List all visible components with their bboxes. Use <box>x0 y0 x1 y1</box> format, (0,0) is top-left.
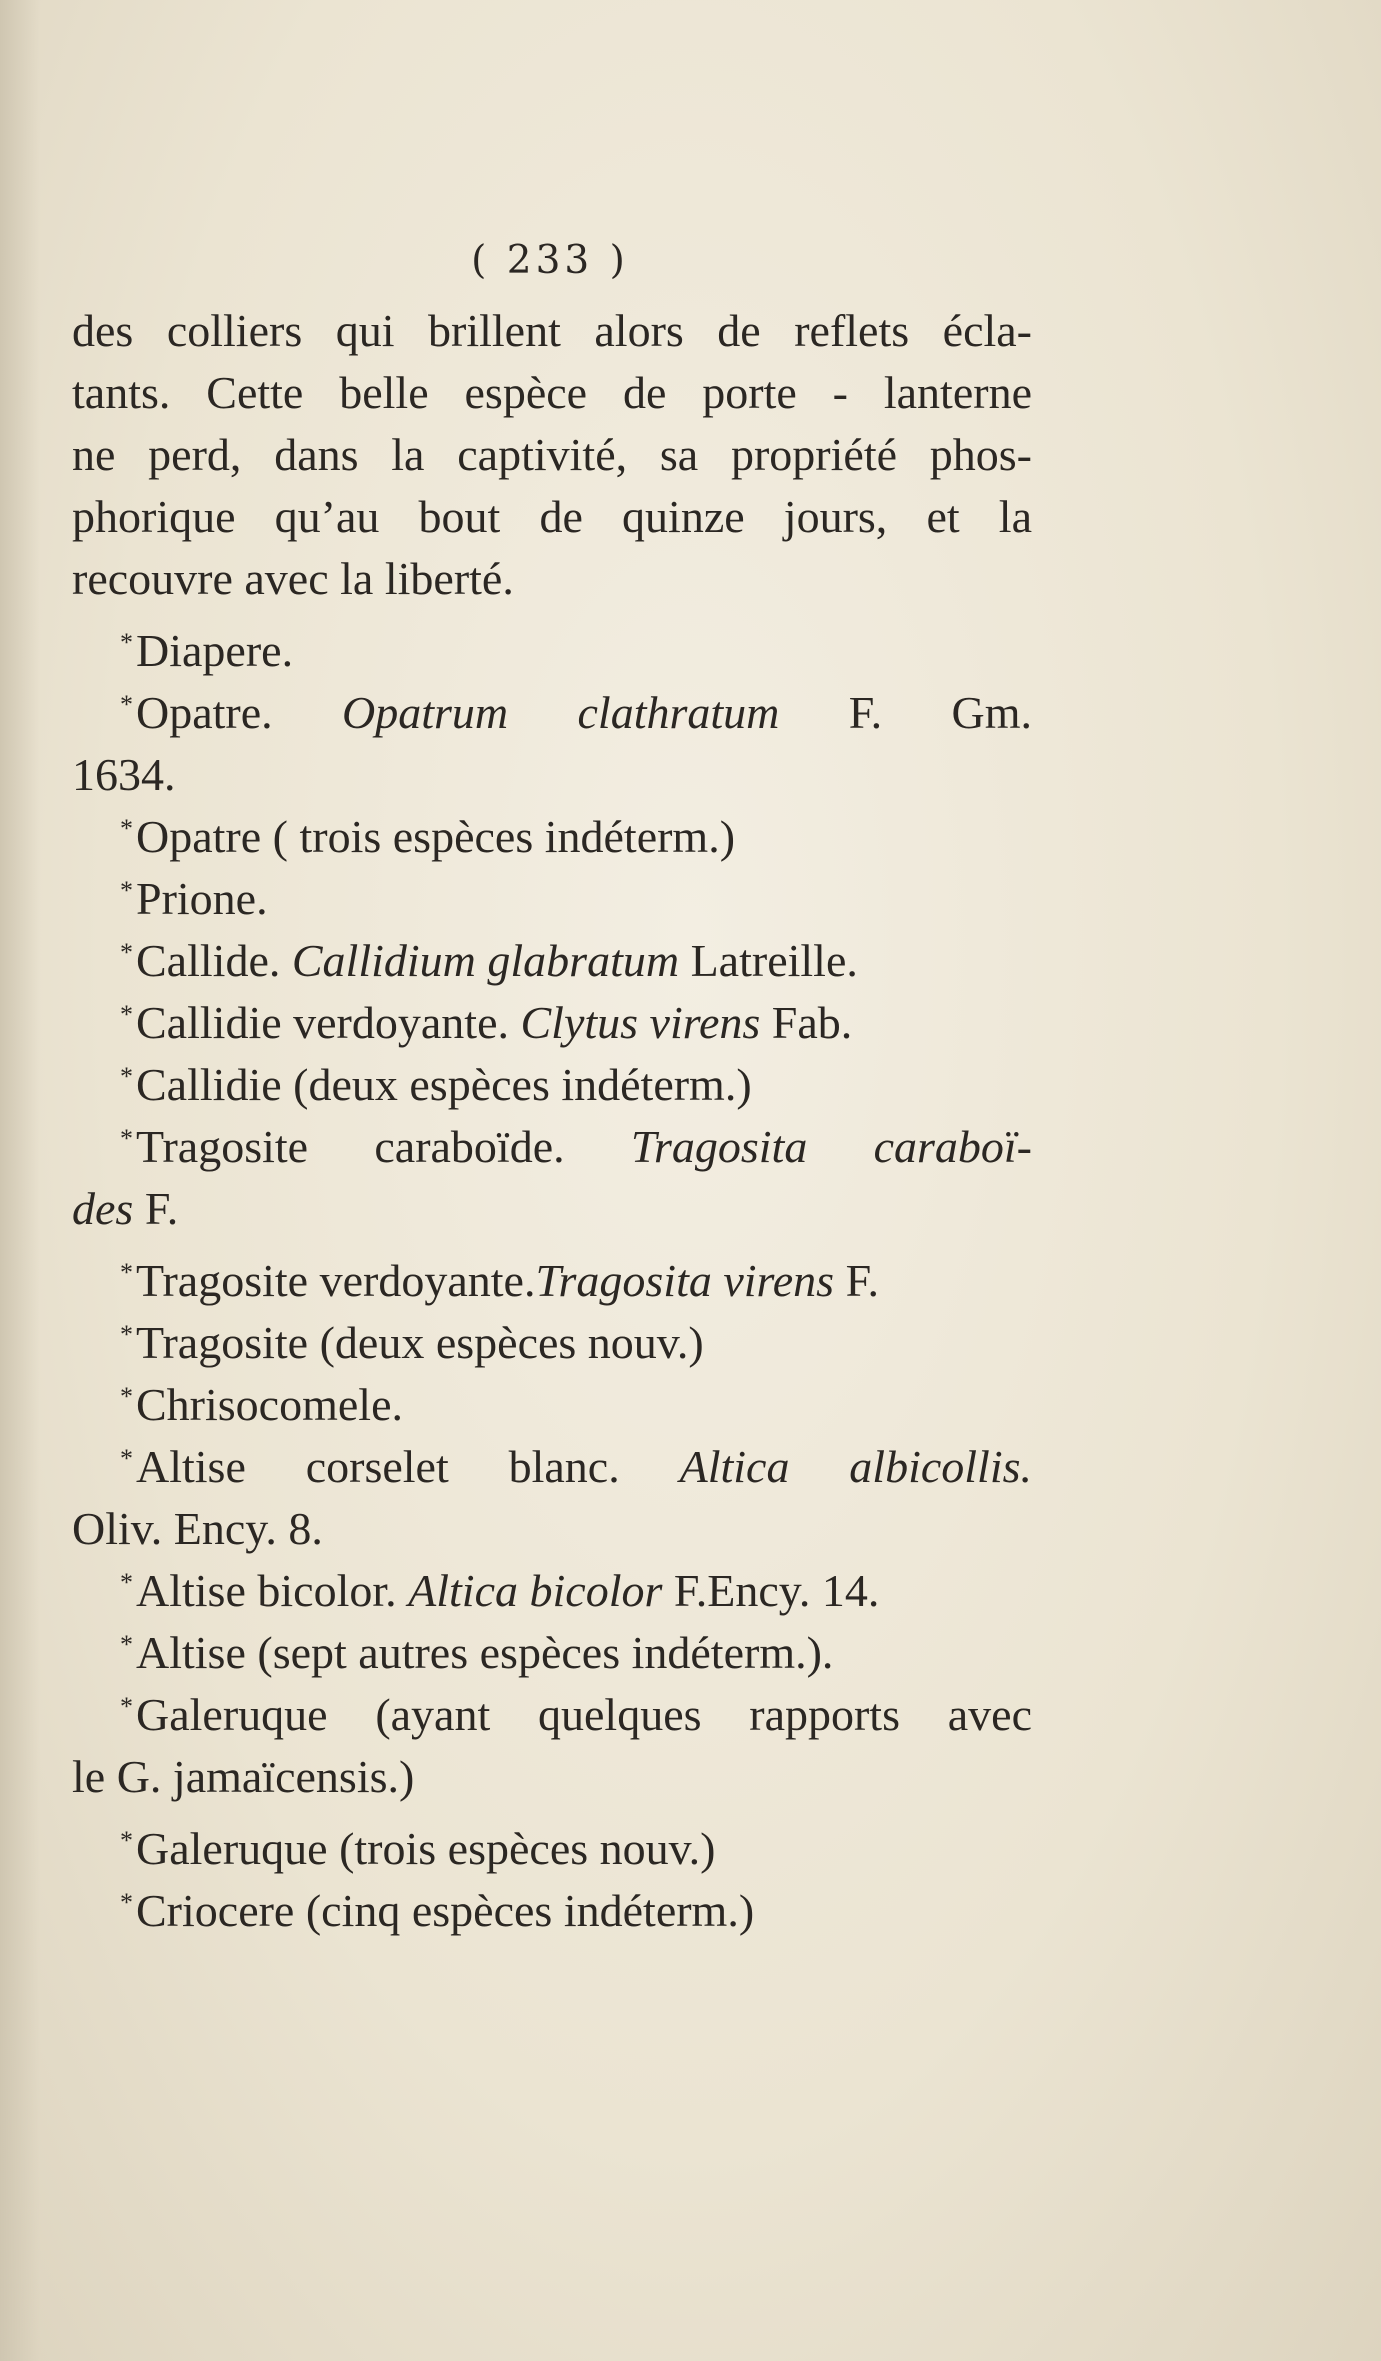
entry-name: Opatre ( trois espèces indéterm.) <box>136 811 736 862</box>
list-item <box>72 682 1032 744</box>
asterisk-mark: * <box>120 876 133 905</box>
page-number: ( 233 ) <box>471 238 629 283</box>
asterisk-mark: * <box>120 1444 133 1473</box>
list-item <box>72 868 1032 930</box>
paragraph-line: des colliers qui brillent alors de reflets écla- <box>72 305 1032 356</box>
paragraph-line: phorique qu’au bout de quinze jours, et la <box>72 491 1032 542</box>
asterisk-mark: * <box>120 1826 133 1855</box>
list-item <box>72 1054 1032 1116</box>
entry-latin: Altica bicolor <box>408 1565 663 1616</box>
entry-name: Altise corselet blanc. <box>136 1441 620 1492</box>
entry-name: Opatre. <box>136 687 273 738</box>
entry-name: Altise (sept autres espèces indéterm.). <box>136 1627 834 1678</box>
entry-latin: Clytus virens <box>520 997 761 1048</box>
asterisk-mark: * <box>120 1258 133 1287</box>
entry-authority: F. <box>144 1183 179 1234</box>
entry-name: Tragosite (deux espèces nouv.) <box>136 1317 704 1368</box>
list-item <box>72 1684 1032 1746</box>
list-item <box>72 1374 1032 1436</box>
entry-continuation: le G. jamaïcensis.) <box>72 1751 415 1802</box>
paragraph-line: tants. Cette belle espèce de porte - lanterne <box>72 367 1032 418</box>
page-gutter-shadow <box>0 0 40 2361</box>
entry-continuation: 1634. <box>72 749 176 800</box>
list-item <box>72 1560 1032 1622</box>
list-item <box>72 1312 1032 1374</box>
list-item <box>72 806 1032 868</box>
list-item-continuation <box>72 1746 1032 1808</box>
asterisk-mark: * <box>120 628 133 657</box>
entry-name: Altise bicolor. <box>136 1565 397 1616</box>
entry-latin: Opatrum clathratum <box>342 687 780 738</box>
entry-authority: Fab. <box>771 997 853 1048</box>
list-item <box>72 1116 1032 1178</box>
entry-latin: Tragosita virens <box>535 1255 835 1306</box>
paragraph-line: recouvre avec la liberté. <box>72 553 514 604</box>
asterisk-mark: * <box>120 690 133 719</box>
list-item <box>72 1250 1032 1312</box>
entry-authority: F.Ency. 14. <box>673 1565 880 1616</box>
paragraph-line: ne perd, dans la captivité, sa propriété phos- <box>72 429 1032 480</box>
entry-authority: F. <box>845 1255 879 1306</box>
list-item <box>72 1880 1032 1942</box>
list-item-continuation <box>72 744 1032 806</box>
list-item-continuation <box>72 1498 1032 1560</box>
entry-name: Callidie (deux espèces indéterm.) <box>136 1059 752 1110</box>
entry-authority: Latreille. <box>690 935 858 986</box>
asterisk-mark: * <box>120 1320 133 1349</box>
asterisk-mark: * <box>120 1692 133 1721</box>
asterisk-mark: * <box>120 1062 133 1091</box>
entry-name: Prione. <box>136 873 268 924</box>
entry-name: Diapere. <box>136 625 294 676</box>
asterisk-mark: * <box>120 1630 133 1659</box>
asterisk-mark: * <box>120 1382 133 1411</box>
list-item <box>72 930 1032 992</box>
entry-name: Criocere (cinq espèces indéterm.) <box>136 1885 755 1936</box>
list-item <box>72 620 1032 682</box>
asterisk-mark: * <box>120 1888 133 1917</box>
entry-name: Tragosite caraboïde. <box>136 1121 565 1172</box>
entry-latin: des <box>72 1183 134 1234</box>
list-item <box>72 992 1032 1054</box>
entry-name: Galeruque (ayant quelques rapports avec <box>136 1689 1032 1740</box>
entry-name: Tragosite verdoyante. <box>136 1255 536 1306</box>
asterisk-mark: * <box>120 1000 133 1029</box>
entry-latin: Tragosita caraboï- <box>630 1121 1032 1172</box>
asterisk-mark: * <box>120 814 133 843</box>
entry-authority: F. Gm. <box>848 687 1032 738</box>
asterisk-mark: * <box>120 1124 133 1153</box>
list-item-continuation <box>72 1178 1032 1240</box>
list-item <box>72 1436 1032 1498</box>
entry-name: Callidie verdoyante. <box>136 997 509 1048</box>
page-text <box>72 300 1032 1942</box>
list-item <box>72 1622 1032 1684</box>
entry-continuation: Oliv. Ency. 8. <box>72 1503 323 1554</box>
entry-latin: Altica albicollis. <box>679 1441 1033 1492</box>
asterisk-mark: * <box>120 1568 133 1597</box>
list-item <box>72 1818 1032 1880</box>
entry-name: Galeruque (trois espèces nouv.) <box>136 1823 716 1874</box>
entry-name: Chrisocomele. <box>136 1379 403 1430</box>
entry-name: Callide. <box>136 935 281 986</box>
entry-latin: Callidium glabratum <box>291 935 680 986</box>
asterisk-mark: * <box>120 938 133 967</box>
